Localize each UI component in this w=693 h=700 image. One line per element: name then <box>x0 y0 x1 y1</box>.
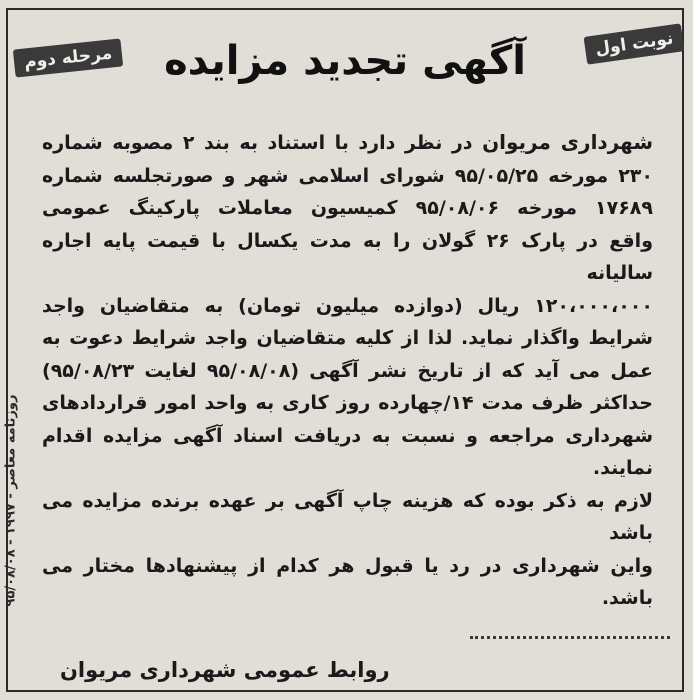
body-line: شهرداری مراجعه و نسبت به دریافت اسناد آگهی مزایده اقدام نمایند. <box>42 424 653 479</box>
body-line: حداکثر ظرف مدت ۱۴/چهارده روز کاری به واحد امور قراردادهای <box>42 392 653 414</box>
body-line-text: در نظر دارد با استناد به بند ۲ مصوبه شماره <box>42 132 483 154</box>
body-line: واقع در پارک ۲۶ گولان را به مدت یکسال با قیمت پایه اجاره سالیانه <box>42 229 653 284</box>
body-line: ۲۳۰ مورخه ۹۵/۰۵/۲۵ شورای اسلامی شهر و صورتجلسه شماره <box>42 164 653 187</box>
body-line <box>42 126 653 160</box>
footer-signature: روابط عمومی شهرداری مریوان <box>60 658 390 682</box>
notice-title: آگهی تجدید مزایده <box>164 38 526 84</box>
body-line: شرایط واگذار نماید. لذا از کلیه متقاضیان واجد شرایط دعوت به <box>42 327 653 349</box>
body-line: ۱۲۰،۰۰۰،۰۰۰ ریال (دوازده میلیون تومان) به متقاضیان واجد <box>42 294 653 317</box>
notice-body <box>42 126 653 615</box>
stage-badge: مرحله دوم <box>13 38 124 77</box>
dotted-divider <box>470 620 670 639</box>
side-caption <box>0 300 22 700</box>
body-line: لازم به ذکر بوده که هزینه چاپ آگهی بر عهده برنده مزایده می باشد <box>42 489 653 544</box>
municipality-name: شهرداری مریوان <box>482 130 654 154</box>
body-line: عمل می آید که از تاریخ نشر آگهی (۹۵/۰۸/۰۸ لغایت ۹۵/۰۸/۲۳) <box>42 359 653 382</box>
round-badge: نوبت اول <box>583 23 684 64</box>
body-line: واین شهرداری در رد یا قبول هر کدام از پیشنهادها مختار می باشد. <box>42 554 653 609</box>
body-line: ۱۷۶۸۹ مورخه ۹۵/۰۸/۰۶ کمیسیون معاملات پارکینگ عمومی <box>42 197 653 219</box>
side-caption-text: روزنامه معاصر - ۱۹۹۷ - ۹۵/۰۸/۰۸ <box>3 394 19 606</box>
